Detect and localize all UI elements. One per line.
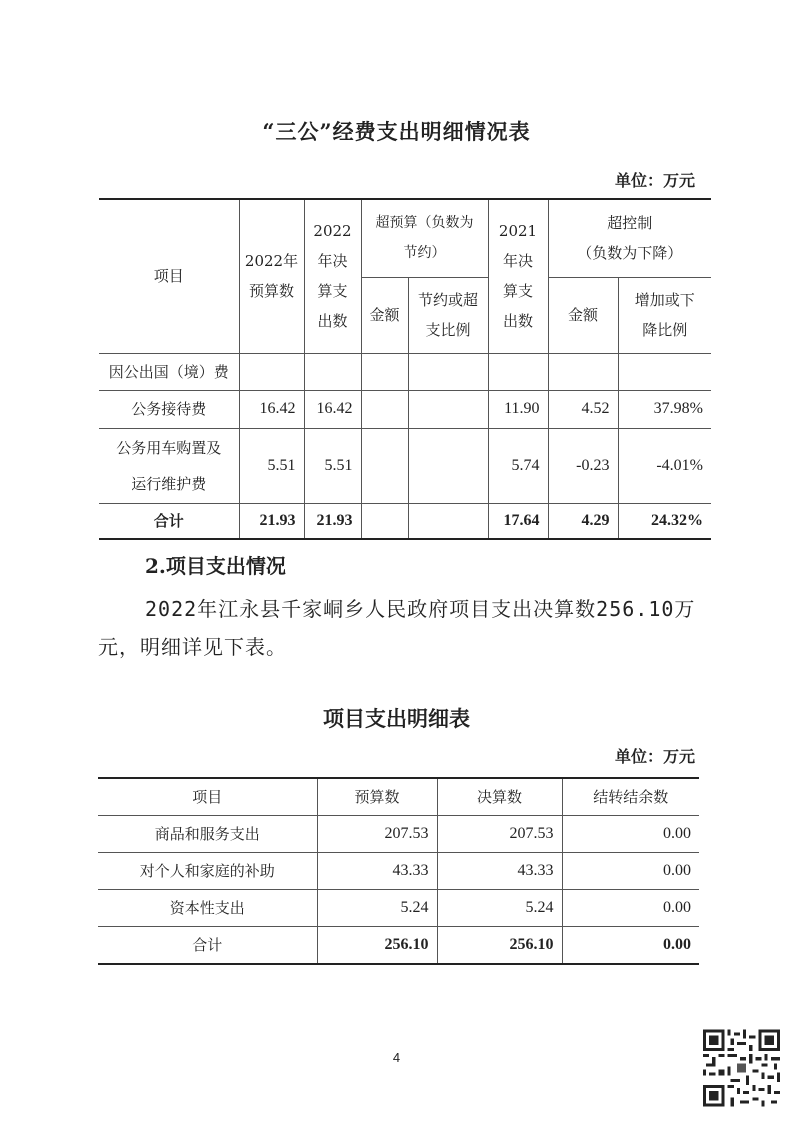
table-row [98, 853, 699, 890]
body-paragraph: 2022年江永县千家峒乡人民政府项目支出决算数256.10万元，明细详见下表。 [98, 597, 696, 659]
cell-carryover: 0.00 [562, 853, 699, 890]
cell-final: 207.53 [437, 816, 562, 853]
total-row [98, 927, 699, 965]
cell-over-ratio [408, 390, 488, 428]
table-row [98, 890, 699, 927]
row-name: 对个人和家庭的补助 [98, 853, 317, 890]
total-row [99, 503, 711, 539]
cell-over-ratio [408, 353, 488, 390]
cell-over-amount [361, 390, 408, 428]
cell-ctrl-ratio [618, 353, 711, 390]
three-public-expense-table [99, 198, 711, 540]
total-final-2022: 21.93 [304, 503, 361, 539]
cell-budget: 207.53 [317, 816, 437, 853]
total-final: 256.10 [437, 927, 562, 965]
header-over-budget: 超预算（负数为 节约） [361, 199, 488, 277]
total-ctrl-amount: 4.29 [548, 503, 618, 539]
total-budget-2022: 21.93 [239, 503, 304, 539]
header-final-2021: 2021 年决 算支 出数 [488, 199, 548, 353]
total-label: 合计 [98, 927, 317, 965]
cell-ctrl-ratio: 37.98% [618, 390, 711, 428]
header-carryover: 结转结余数 [562, 778, 699, 816]
qr-code [703, 1028, 780, 1108]
total-over-amount [361, 503, 408, 539]
cell-ctrl-amount [548, 353, 618, 390]
header-final-2022: 2022 年决 算支 出数 [304, 199, 361, 353]
table-row [99, 353, 711, 390]
total-ctrl-ratio: 24.32% [618, 503, 711, 539]
cell-budget: 5.24 [317, 890, 437, 927]
header-budget: 预算数 [317, 778, 437, 816]
cell-final-2022: 16.42 [304, 390, 361, 428]
total-budget: 256.10 [317, 927, 437, 965]
cell-final: 43.33 [437, 853, 562, 890]
table2-unit: 单位：万元 [614, 747, 695, 766]
cell-final-2022 [304, 353, 361, 390]
header-final: 决算数 [437, 778, 562, 816]
cell-over-ratio [408, 428, 488, 503]
cell-budget: 43.33 [317, 853, 437, 890]
section-heading: 2.项目支出情况 [145, 554, 286, 578]
row-name: 因公出国（境）费 [99, 353, 239, 390]
header-budget-2022: 2022年 预算数 [239, 199, 304, 353]
cell-budget-2022: 5.51 [239, 428, 304, 503]
row-name: 公务用车购置及 运行维护费 [99, 428, 239, 503]
row-name: 资本性支出 [98, 890, 317, 927]
table2-title: 项目支出明细表 [323, 706, 470, 731]
cell-carryover: 0.00 [562, 890, 699, 927]
total-over-ratio [408, 503, 488, 539]
header-over-ratio: 节约或超 支比例 [408, 277, 488, 353]
header-over-control: 超控制 （负数为下降） [548, 199, 711, 277]
row-name: 公务接待费 [99, 390, 239, 428]
total-carryover: 0.00 [562, 927, 699, 965]
cell-final-2021 [488, 353, 548, 390]
header-ctrl-ratio: 增加或下 降比例 [618, 277, 711, 353]
row-name: 商品和服务支出 [98, 816, 317, 853]
cell-over-amount [361, 353, 408, 390]
cell-budget-2022 [239, 353, 304, 390]
table1-title: “三公”经费支出明细情况表 [262, 119, 531, 144]
cell-final: 5.24 [437, 890, 562, 927]
cell-budget-2022: 16.42 [239, 390, 304, 428]
header-row [98, 778, 699, 816]
cell-carryover: 0.00 [562, 816, 699, 853]
total-label: 合计 [99, 503, 239, 539]
header-item: 项目 [98, 778, 317, 816]
cell-ctrl-ratio: -4.01% [618, 428, 711, 503]
total-final-2021: 17.64 [488, 503, 548, 539]
header-item: 项目 [99, 199, 239, 353]
header-over-amount: 金额 [361, 277, 408, 353]
table-row [98, 816, 699, 853]
cell-over-amount [361, 428, 408, 503]
table1-unit: 单位：万元 [614, 171, 695, 190]
cell-final-2022: 5.51 [304, 428, 361, 503]
cell-final-2021: 5.74 [488, 428, 548, 503]
page-number: 4 [392, 1050, 401, 1065]
project-expense-table [98, 777, 699, 965]
header-ctrl-amount: 金额 [548, 277, 618, 353]
table-row [99, 428, 711, 503]
table-row [99, 390, 711, 428]
cell-ctrl-amount: -0.23 [548, 428, 618, 503]
cell-ctrl-amount: 4.52 [548, 390, 618, 428]
cell-final-2021: 11.90 [488, 390, 548, 428]
